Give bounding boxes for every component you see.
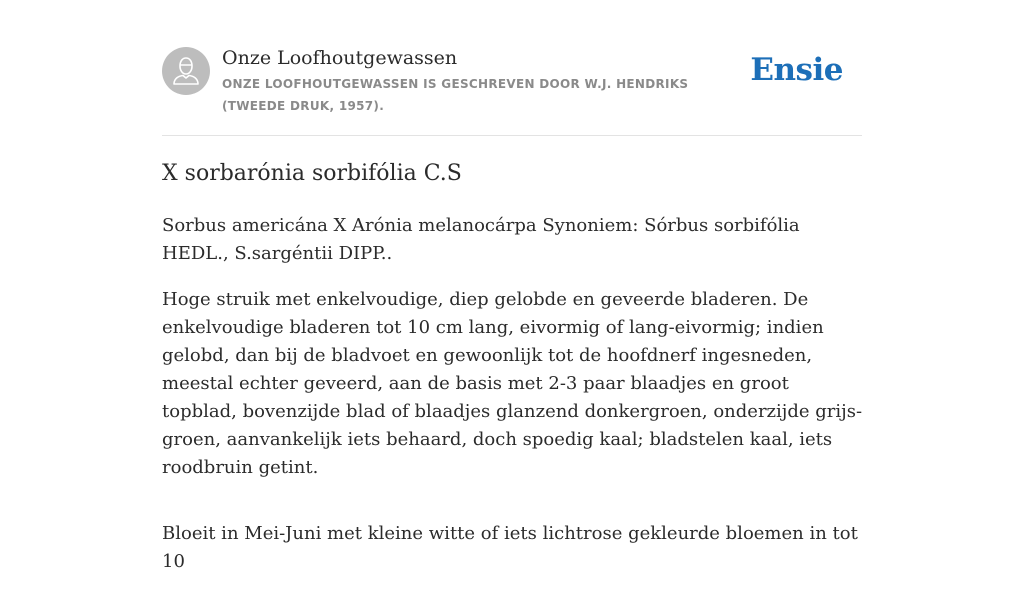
article-paragraph-description: Hoge struik met enkelvoudige, diep gelobde en geveerde bladeren. De enkelvoudige bladeren tot 10 cm lang, eivormig of lang-eivormig; indien gelobd, dan bij de bladvoet en gewoonlijk tot de hoofdnerf ingesneden, meestal echter geveerd, aan de basis met 2-3 paar blaadjes en groot topblad, bovenzijde blad of blaadjes glanzend donkergroen, onderzijde grijs-groen, aanvankelijk iets behaard, doch spoedig kaal; bladstelen kaal, iets roodbruin getint. bbox=[162, 289, 863, 478]
ensie-logo[interactable]: Ensie bbox=[750, 52, 843, 88]
source-description: ONZE LOOFHOUTGEWASSEN IS GESCHREVEN DOOR W.J. HENDRIKS (TWEEDE DRUK, 1957). bbox=[222, 77, 689, 113]
article-paragraph-flowering: Bloeit in Mei-Juni met kleine witte of iets lichtrose gekleurde bloemen in tot 10 bbox=[162, 523, 858, 572]
source-title[interactable]: Onze Loofhoutgewassen bbox=[222, 47, 458, 69]
source-header bbox=[162, 46, 862, 136]
article-content bbox=[162, 158, 866, 594]
article-title: X sorbarónia sorbifólia C.S bbox=[162, 161, 462, 186]
user-icon[interactable] bbox=[162, 47, 210, 95]
article-paragraph-synonyms: Sorbus americána X Arónia melanocárpa Synoniem: Sórbus sorbifólia HEDL., S.sargéntii DIPP.. bbox=[162, 215, 800, 264]
